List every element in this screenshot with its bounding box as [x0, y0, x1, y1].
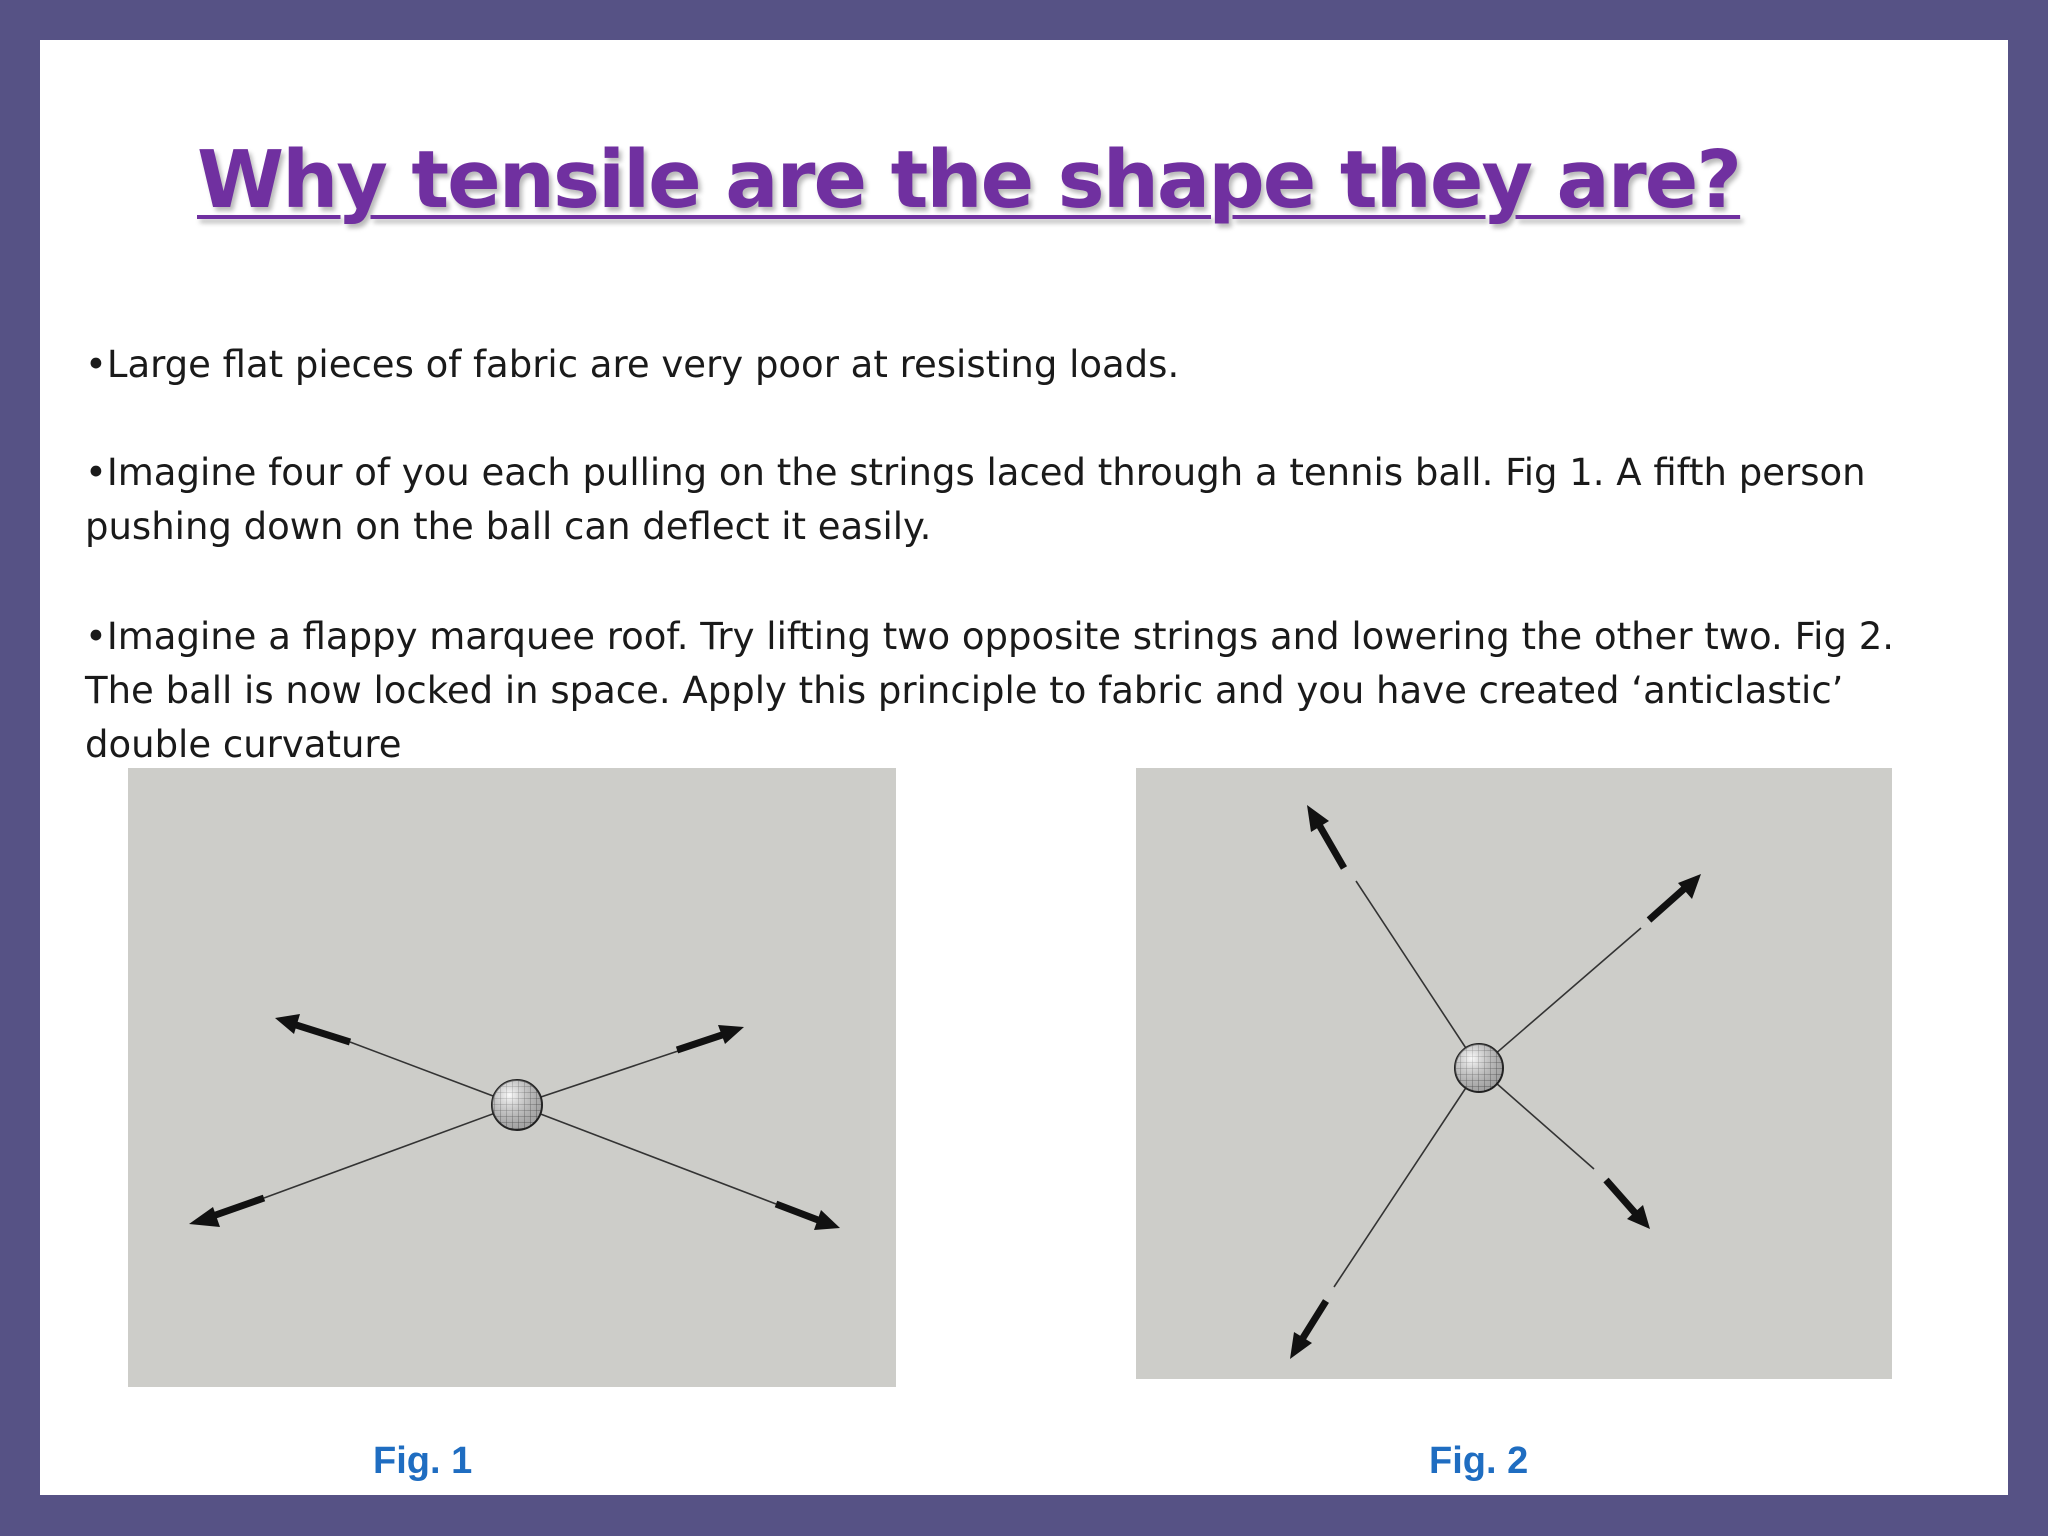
figure-1-image — [128, 768, 896, 1387]
figure-2-image — [1136, 768, 1892, 1379]
slide-title: Why tensile are the shape they are? — [197, 134, 1741, 226]
figure-1-caption: Fig. 1 — [373, 1440, 473, 1482]
bullet-paragraph-3: •Imagine a flappy marquee roof. Try lifting two opposite strings and lowering the other two. Fig 2. The ball is now locked in space. Apply this principle to fabric and you have created ‘anticlastic’ double curvature — [85, 615, 1894, 766]
slide — [40, 40, 2008, 1495]
figure-2-caption: Fig. 2 — [1429, 1440, 1529, 1482]
bullet-paragraph-1: •Large flat pieces of fabric are very poor at resisting loads. — [85, 343, 1180, 386]
bullet-paragraph-2: •Imagine four of you each pulling on the strings laced through a tennis ball. Fig 1. A fifth person pushing down on the ball can deflect it easily. — [85, 451, 1866, 548]
